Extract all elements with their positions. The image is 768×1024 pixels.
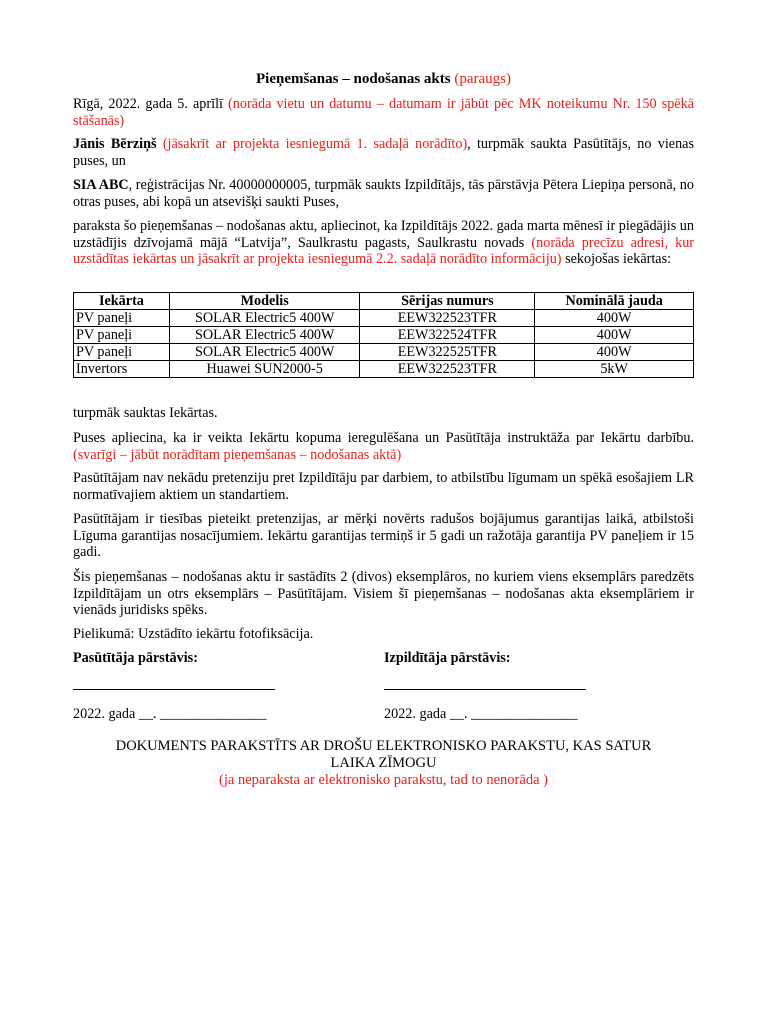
copies-text: Šis pieņemšanas – nodošanas aktu ir sastādīts 2 (divos) eksemplāros, no kuriem viens eksemplārs paredzēts Izpildītājam un otrs eksemplārs – Pasūtītājam. Visiem šī pieņemšanas – nodošanas akta eksemplāriem ir vienāds juridisks spēks.	[73, 569, 694, 618]
cell-power: 400W	[535, 344, 694, 361]
client-signature-line[interactable]	[73, 677, 275, 690]
table-row	[74, 344, 694, 361]
paragraph-client	[73, 136, 694, 169]
document-title	[73, 70, 694, 88]
signature-client	[73, 650, 275, 723]
footer-notice	[73, 738, 694, 789]
place-date-note: (norāda vietu un datumu – datumam ir jābūt pēc MK noteikumu Nr. 150 spēkā stāšanās)	[73, 96, 694, 129]
equipment-table-wrap	[73, 292, 694, 378]
contractor-date: 2022. gada __. _______________	[384, 706, 578, 722]
cell-device: PV paneļi	[74, 327, 170, 344]
table-header-row	[74, 293, 694, 310]
cell-model: SOLAR Electric5 400W	[169, 310, 360, 327]
cell-device: PV paneļi	[74, 310, 170, 327]
client-rep-label: Pasūtītāja pārstāvis:	[73, 650, 198, 666]
header-model: Modelis	[169, 293, 360, 310]
title-note: (paraugs)	[454, 71, 512, 87]
table-row	[74, 327, 694, 344]
paragraph-place-date	[73, 96, 694, 129]
cell-power: 400W	[535, 310, 694, 327]
warranty-text: Pasūtītājam ir tiesības pieteikt pretenzijas, ar mērķi novērts radušos bojājumus garantijas laikā, atbilstoši Līguma garantijas nosacījumiem. Iekārtu garantijas termiņš ir 5 gadi un ražotāja garantija PV paneļiem ir 15 gadi.	[73, 511, 694, 560]
attachment-text: Pielikumā: Uzstādīto iekārtu fotofiksācija.	[73, 626, 314, 642]
contractor-rep-label: Izpildītāja pārstāvis:	[384, 650, 511, 666]
paragraph-statement	[73, 218, 694, 268]
contractor-text: , reģistrācijas Nr. 40000000005, turpmāk saukts Izpildītājs, tās pārstāvja Pētera Liepiņa personā, no otras puses, abi kopā un atsevišķi saukti Puses,	[73, 177, 694, 210]
footer-note: (ja neparaksta ar elektronisko parakstu, tad to nenorāda )	[219, 772, 548, 788]
paragraph-equipment-called	[73, 405, 694, 422]
cell-serial: EEW322523TFR	[360, 310, 535, 327]
cell-power: 5kW	[535, 361, 694, 378]
cell-device: Invertors	[74, 361, 170, 378]
cell-device: PV paneļi	[74, 344, 170, 361]
client-name: Jānis Bērziņš	[73, 136, 157, 152]
contractor-signature-line[interactable]	[384, 677, 586, 690]
cell-serial: EEW322524TFR	[360, 327, 535, 344]
client-text: , turpmāk saukta Pasūtītājs, no vienas puses, un	[73, 136, 694, 169]
contractor-name: SIA ABC	[73, 177, 129, 193]
signature-contractor	[384, 650, 586, 723]
paragraph-attachment	[73, 626, 694, 643]
title-main: Pieņemšanas – nodošanas akts	[255, 71, 451, 87]
header-device: Iekārta	[74, 293, 170, 310]
statement-tail: sekojošas iekārtas:	[561, 251, 672, 267]
cell-serial: EEW322525TFR	[360, 344, 535, 361]
paragraph-instruction	[73, 430, 694, 463]
footer-line-1: DOKUMENTS PARAKSTĪTS AR DROŠU ELEKTRONISKO PARAKSTU, KAS SATUR	[115, 738, 652, 754]
no-claims-text: Pasūtītājam nav nekādu pretenziju pret Izpildītāju par darbiem, to atbilstību līgumam un spēkā esošajiem LR normatīvajiem aktiem un standartiem.	[73, 470, 694, 503]
table-row	[74, 310, 694, 327]
header-power: Nominālā jauda	[535, 293, 694, 310]
client-date: 2022. gada __. _______________	[73, 706, 267, 722]
equipment-table	[73, 292, 694, 378]
cell-serial: EEW322523TFR	[360, 361, 535, 378]
cell-model: SOLAR Electric5 400W	[169, 327, 360, 344]
paragraph-contractor	[73, 177, 694, 210]
instruction-text: Puses apliecina, ka ir veikta Iekārtu kopuma ieregulēšana un Pasūtītāja instruktāža par Iekārtu darbību.	[73, 430, 694, 446]
paragraph-no-claims	[73, 470, 694, 503]
cell-model: Huawei SUN2000-5	[169, 361, 360, 378]
statement-text: paraksta šo pieņemšanas – nodošanas aktu, apliecinot, ka Izpildītājs 2022. gada marta mēnesī ir piegādājis un uzstādījis dzīvojamā mājā “Latvija”, Saulkrastu pagasts, Saulkrastu novads	[73, 218, 694, 251]
instruction-note: (svarīgi – jābūt norādītam pieņemšanas – nodošanas aktā)	[73, 446, 402, 463]
equipment-called-text: turpmāk sauktas Iekārtas.	[73, 405, 218, 421]
paragraph-copies	[73, 569, 694, 619]
cell-power: 400W	[535, 327, 694, 344]
footer-line-2: LAIKA ZĪMOGU	[330, 755, 437, 771]
table-row	[74, 361, 694, 378]
paragraph-warranty	[73, 511, 694, 561]
client-note: (jāsakrīt ar projekta iesniegumā 1. sadaļā norādīto)	[162, 136, 468, 152]
statement-note: (norāda precīzu adresi, kur uzstādītas iekārtas un jāsakrīt ar projekta iesniegumā 2.2. sadaļā norādīto informāciju)	[73, 234, 695, 267]
place-date-text: Rīgā, 2022. gada 5. aprīlī	[73, 96, 223, 112]
header-serial: Sērijas numurs	[360, 293, 535, 310]
cell-model: SOLAR Electric5 400W	[169, 344, 360, 361]
